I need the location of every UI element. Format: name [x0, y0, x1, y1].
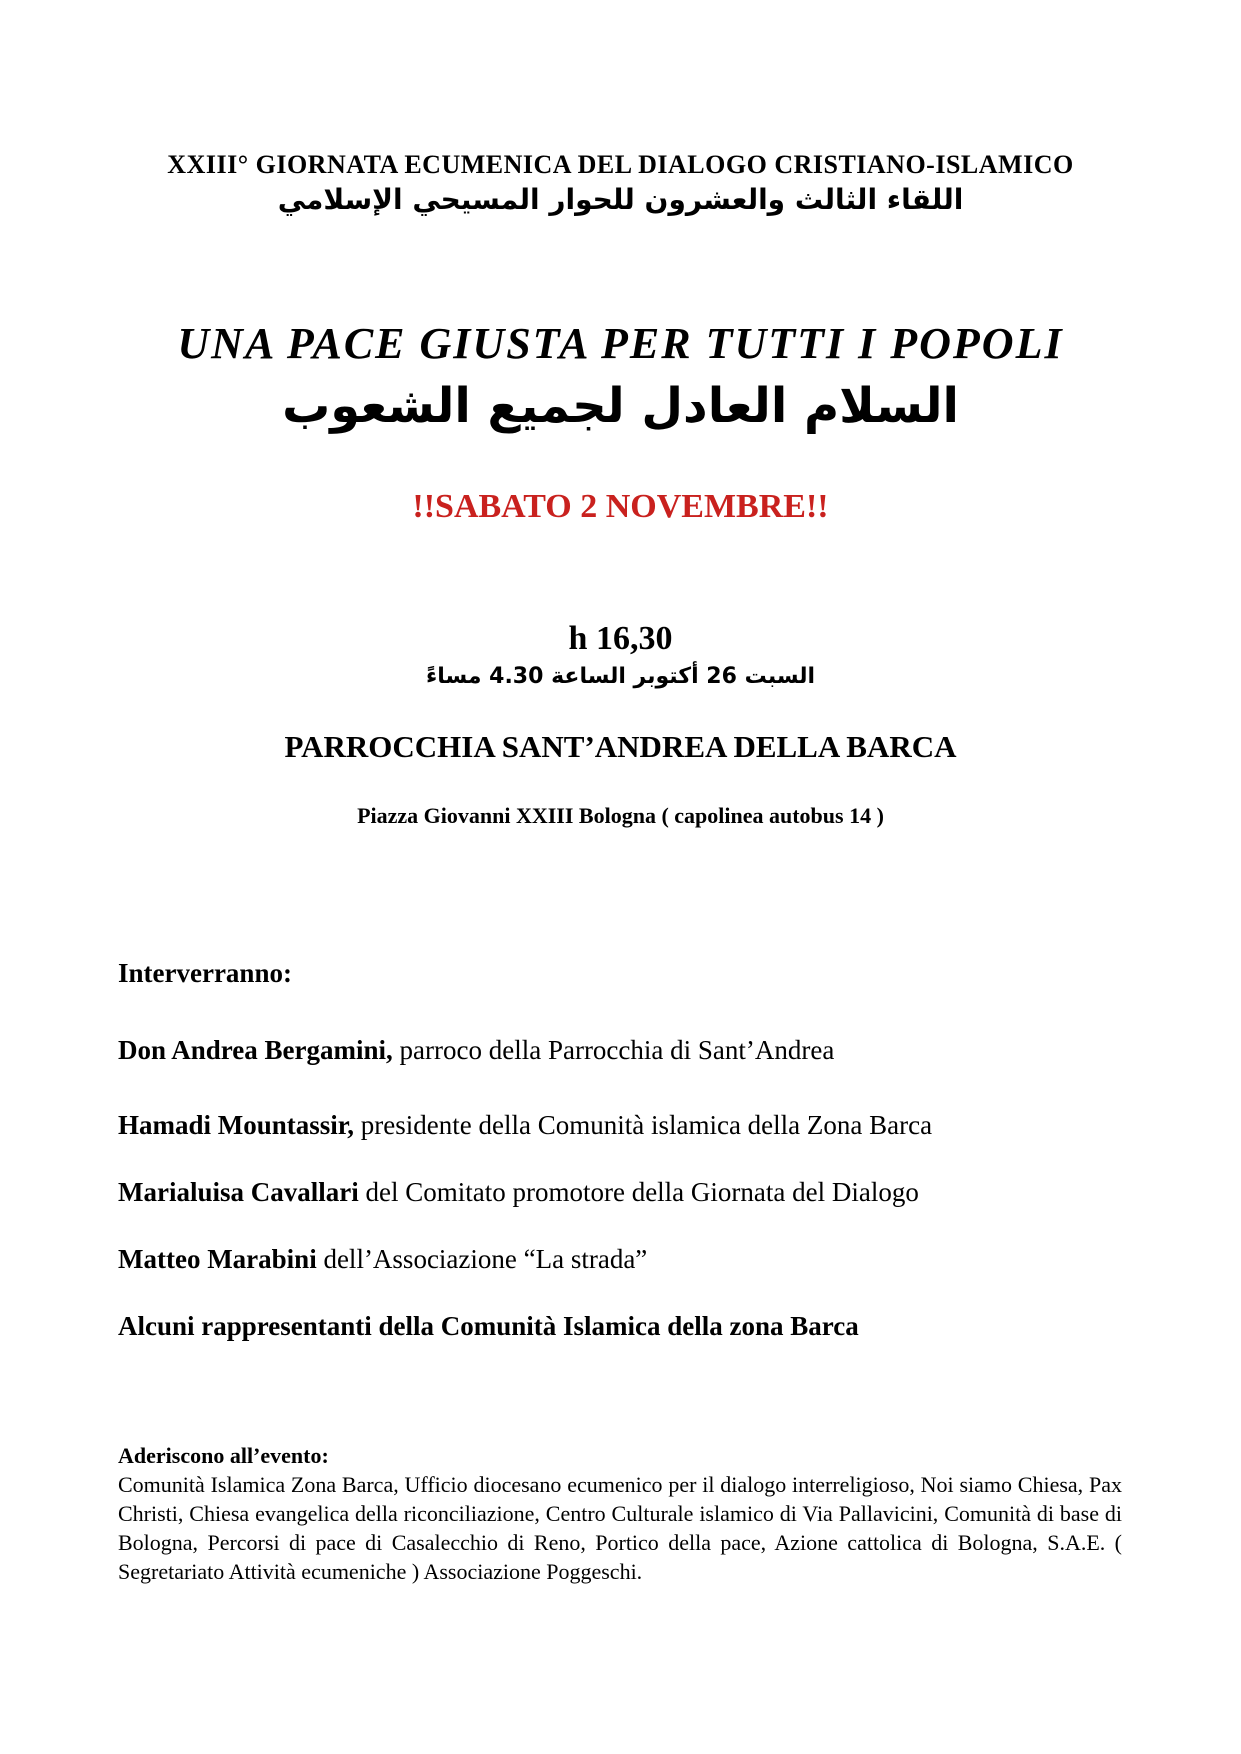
speaker-name: Don Andrea Bergamini,: [118, 1035, 393, 1065]
event-time-arabic: السبت 26 أكتوبر الساعة 4.30 مساءً: [425, 664, 816, 689]
supporters-heading: Aderiscono all’evento:: [118, 1443, 329, 1468]
speaker-name: Hamadi Mountassir,: [118, 1110, 355, 1140]
speaker-role: dell’Associazione “La strada”: [316, 1244, 648, 1274]
event-time: h 16,30: [568, 620, 673, 657]
speaker-item: [118, 1110, 932, 1141]
speakers-heading: Interverranno:: [118, 958, 292, 988]
speaker-name: Marialuisa Cavallari: [118, 1177, 359, 1207]
speaker-item: [118, 1035, 834, 1066]
speaker-item: [118, 1177, 919, 1208]
event-title-arabic: اللقاء الثالث والعشرون للحوار المسيحي الإسلامي: [277, 183, 964, 216]
speaker-role: presidente della Comunità islamica della Zona Barca: [354, 1110, 933, 1140]
speaker-item: [118, 1311, 859, 1342]
supporters-text: Comunità Islamica Zona Barca, Ufficio diocesano ecumenico per il dialogo interreligioso, Noi siamo Chiesa, Pax Christi, Chiesa evangelica della riconciliazione, Centro Culturale islamico di Via Pallavicini, Comunità di base di Bologna, Percorsi di pace di Casalecchio di Reno, Portico della pace, Azione cattolica di Bologna, S.A.E. ( Segretariato Attività ecumeniche ) Associazione Poggeschi.: [118, 1472, 1122, 1584]
event-title: XXIII° GIORNATA ECUMENICA DEL DIALOGO CRISTIANO-ISLAMICO: [167, 150, 1074, 179]
event-date: !!SABATO 2 NOVEMBRE!!: [412, 488, 829, 525]
speaker-role: del Comitato promotore della Giornata del Dialogo: [358, 1177, 919, 1207]
speaker-name: Alcuni rappresentanti della Comunità Islamica della zona Barca: [118, 1311, 859, 1341]
speaker-name: Matteo Marabini: [118, 1244, 317, 1274]
speaker-item: [118, 1244, 647, 1275]
event-address: Piazza Giovanni XXIII Bologna ( capolinea autobus 14 ): [357, 803, 884, 828]
speaker-role: parroco della Parrocchia di Sant’Andrea: [392, 1035, 835, 1065]
theme-title: UNA PACE GIUSTA PER TUTTI I POPOLI: [177, 319, 1064, 368]
theme-title-arabic: السلام العادل لجميع الشعوب: [282, 378, 959, 434]
event-venue: PARROCCHIA SANT’ANDREA DELLA BARCA: [284, 729, 957, 764]
